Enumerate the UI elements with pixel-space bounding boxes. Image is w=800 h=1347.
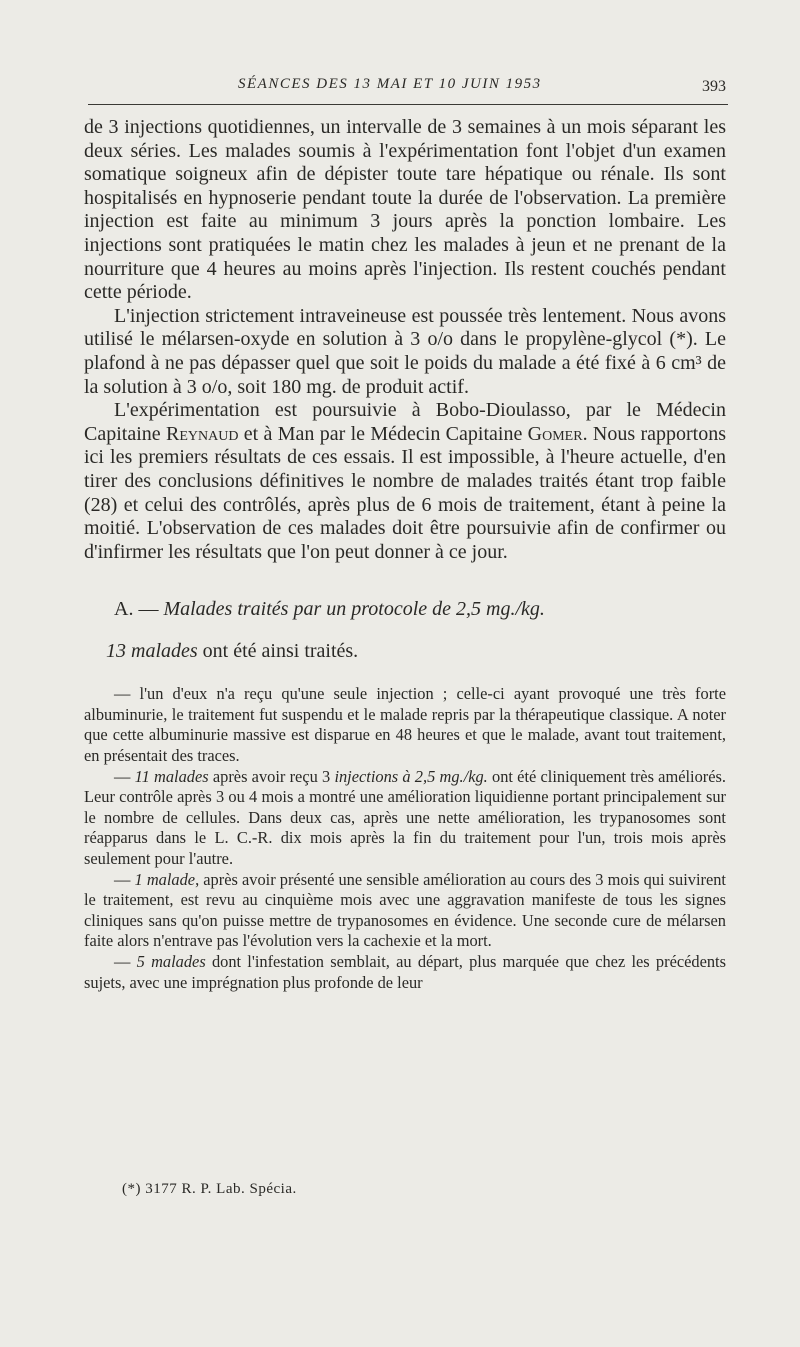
item-dose: injections à 2,5 mg./kg. xyxy=(334,766,488,786)
section-dash: — xyxy=(133,598,164,621)
list-item xyxy=(84,952,726,993)
paragraph xyxy=(84,399,726,564)
item-dash: — xyxy=(114,766,135,786)
author-name: Gomer xyxy=(527,422,583,445)
item-count: 5 malades xyxy=(136,952,206,971)
footnote: (*) 3177 R. P. Lab. Spécia. xyxy=(122,1181,297,1197)
item-text: ont été cliniquement très améliorés. Leur contrôle après 3 ou 4 mois a montré une amélioration liquidienne portant principalement sur le nombre de cellules. Dans deux cas, après une nette amélioration, les trypanosomes sont réapparus dans le L. C.-R. dix mois après la fin du traitement pour l'un, trois mois après seulement pour l'autre. xyxy=(84,766,726,869)
item-dash: — xyxy=(114,684,140,704)
page-number: 393 xyxy=(702,78,726,95)
paragraph-text: . Nous rapportons ici les premiers résultats de ces essais. Il est impossible, à l'heure actuelle, d'en tirer des conclusions définitives le nombre de malades traités étant trop faible (28) et celui des contrôlés, après plus de 6 mois de traitement, étant à peine la moitié. L'observation de ces malades doit être poursuivie afin de confirmer ou d'infirmer les résultats que l'on peut donner à ce jour. xyxy=(84,422,727,563)
subheading-count: 13 malades xyxy=(106,640,198,663)
item-text: dont l'infestation semblait, au départ, plus marquée que chez les précédents sujets, avec une imprégnation plus profonde de leur xyxy=(84,952,726,992)
author-name: Reynaud xyxy=(165,422,239,445)
subheading xyxy=(106,639,726,663)
page-header xyxy=(88,76,726,102)
paragraph-text: et à Man par le Médecin Capitaine xyxy=(238,422,528,445)
case-list xyxy=(84,684,726,993)
item-count: 1 malade xyxy=(134,869,196,889)
list-item xyxy=(84,684,726,766)
subheading-text: ont été ainsi traités. xyxy=(197,640,359,663)
item-count: 11 malades xyxy=(134,766,209,786)
item-dash: — xyxy=(114,952,137,971)
running-title: SÉANCES DES 13 MAI ET 10 JUIN 1953 xyxy=(238,76,542,92)
paragraph: de 3 injections quotidiennes, un intervalle de 3 semaines à un mois séparant les deux séries. Les malades soumis à l'expérimentation font l'objet d'un examen somatique soigneux afin de dépister toute tare hépatique ou rénale. Ils sont hospitalisés en hypnoserie pendant toute la durée de l'observation. La première injection est faite au minimum 3 jours après la ponction lombaire. Les injections sont pratiquées le matin chez les malades à jeun et ne prenant de la nourriture que 4 heures au moins après l'injection. Ils restent couchés pendant cette période. xyxy=(84,116,726,304)
list-item xyxy=(84,767,726,870)
item-dash: — xyxy=(114,869,135,889)
header-rule xyxy=(88,104,728,105)
section-heading xyxy=(114,597,726,621)
section-title: Malades traités par un protocole de 2,5 mg./kg. xyxy=(163,598,545,621)
section-label: A. xyxy=(114,598,134,621)
item-text: après avoir reçu 3 xyxy=(208,766,335,786)
paragraph: L'injection strictement intraveineuse est poussée très lentement. Nous avons utilisé le mélarsen-oxyde en solution à 3 o/o dans le propylène-glycol (*). Le plafond à ne pas dépasser quel que soit le poids du malade a été fixé à 6 cm³ de la solution à 3 o/o, soit 180 mg. de produit actif. xyxy=(84,304,726,398)
item-text: , après avoir présenté une sensible amélioration au cours des 3 mois qui suivirent le traitement, est revu au cinquième mois avec une aggravation manifeste de tous les signes cliniques sans qu'on puisse mettre de trypanosomes en évidence. Une seconde cure de mélarsen faite alors n'entrave pas l'évolution vers la cachexie et la mort. xyxy=(84,869,726,951)
item-text: l'un d'eux n'a reçu qu'une seule injection ; celle-ci ayant provoqué une très forte albuminurie, le traitement fut suspendu et le malade repris par la thérapeutique classique. A noter que cette albuminurie massive est disparue en 48 heures et que le malade, avant tout traitement, en présentait des traces. xyxy=(84,684,726,766)
paragraph-text: L'expérimentation est poursuivie à Bobo-Dioulasso, par le Médecin Capitaine xyxy=(84,399,726,445)
list-item xyxy=(84,870,726,952)
body-text xyxy=(84,116,726,993)
